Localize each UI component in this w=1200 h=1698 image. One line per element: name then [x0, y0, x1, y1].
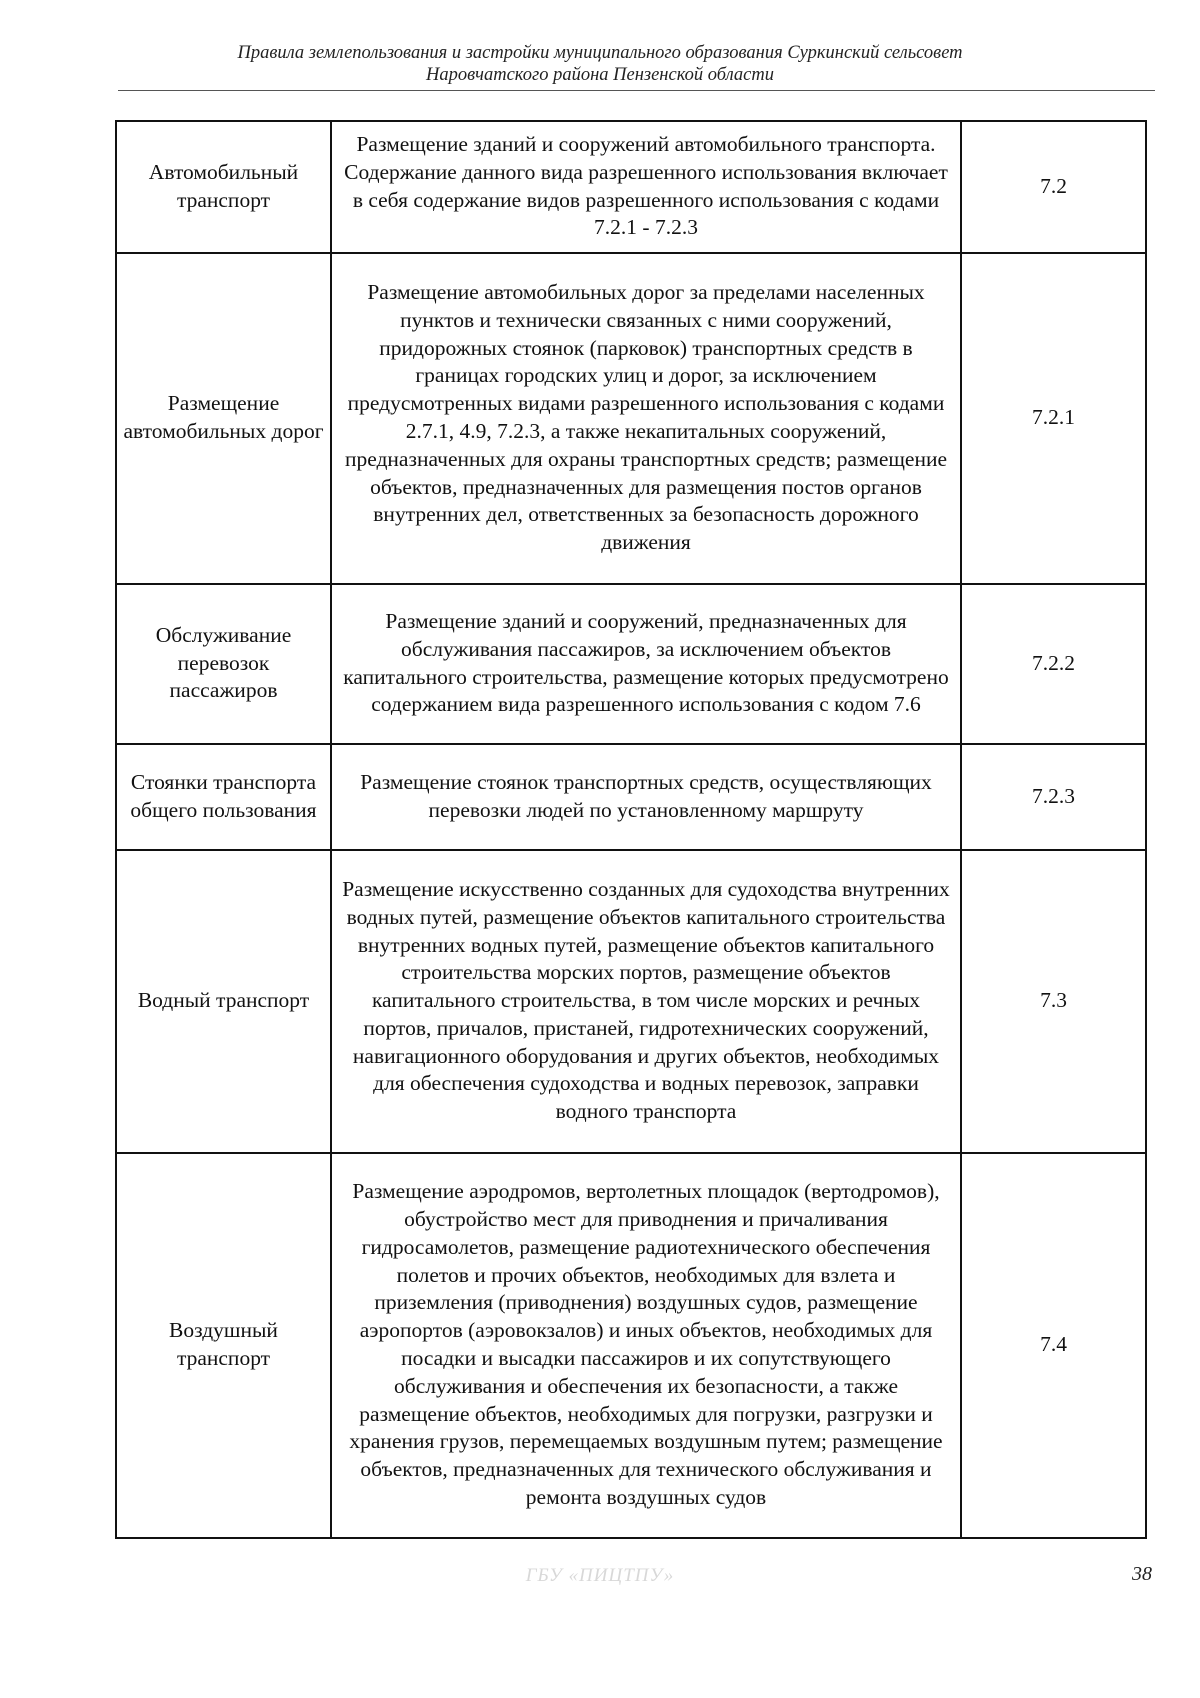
table-row	[116, 850, 1146, 1153]
use-type-code: 7.3	[961, 850, 1146, 1153]
land-use-table	[115, 120, 1147, 1539]
page-number: 38	[1132, 1563, 1152, 1585]
table-row	[116, 1153, 1146, 1538]
use-type-description: Размещение зданий и сооружений, предназначенных для обслуживания пассажиров, за исключением объектов капитального строительства, размещение которых предусмотрено содержанием вида разрешенного использования с кодом 7.6	[331, 584, 961, 744]
use-type-description: Размещение зданий и сооружений автомобильного транспорта. Содержание данного вида разрешенного использования включает в себя содержание видов разрешенного использования с кодами 7.2.1 - 7.2.3	[331, 121, 961, 253]
use-type-name: Обслуживание перевозок пассажиров	[116, 584, 331, 744]
use-type-name: Размещение автомобильных дорог	[116, 253, 331, 584]
use-type-code: 7.2	[961, 121, 1146, 253]
use-type-code: 7.2.3	[961, 744, 1146, 850]
table-row	[116, 584, 1146, 744]
use-type-description: Размещение аэродромов, вертолетных площадок (вертодромов), обустройство мест для приводнения и причаливания гидросамолетов, размещение радиотехнического обеспечения полетов и прочих объектов, необходимых для взлета и приземления (приводнения) воздушных судов, размещение аэропортов (аэровокзалов) и иных объектов, необходимых для посадки и высадки пассажиров и их сопутствующего обслуживания и обеспечения их безопасности, а также размещение объектов, необходимых для погрузки, разгрузки и хранения грузов, перемещаемых воздушным путем; размещение объектов, предназначенных для технического обслуживания и ремонта воздушных судов	[331, 1153, 961, 1538]
use-type-name: Стоянки транспорта общего пользования	[116, 744, 331, 850]
use-type-code: 7.4	[961, 1153, 1146, 1538]
use-type-description: Размещение автомобильных дорог за пределами населенных пунктов и технически связанных с ними сооружений, придорожных стоянок (парковок) транспортных средств в границах городских улиц и дорог, за исключением предусмотренных видами разрешенного использования с кодами 2.7.1, 4.9, 7.2.3, а также некапитальных сооружений, предназначенных для охраны транспортных средств; размещение объектов, предназначенных для размещения постов органов внутренних дел, ответственных за безопасность дорожного движения	[331, 253, 961, 584]
use-type-name: Водный транспорт	[116, 850, 331, 1153]
table-row	[116, 121, 1146, 253]
table-row	[116, 744, 1146, 850]
use-type-code: 7.2.1	[961, 253, 1146, 584]
header-line-2: Наровчатского района Пензенской области	[426, 65, 774, 85]
use-type-name: Автомобильный транспорт	[116, 121, 331, 253]
use-type-description: Размещение искусственно созданных для судоходства внутренних водных путей, размещение объектов капитального строительства внутренних водных путей, размещение объектов капитального строительства морских портов, размещение объектов капитального строительства, в том числе морских и речных портов, причалов, пристаней, гидротехнических сооружений, навигационного оборудования и других объектов, необходимых для обеспечения судоходства и водных перевозок, заправки водного транспорта	[331, 850, 961, 1153]
header-line-1: Правила землепользования и застройки муниципального образования Суркинский сельсовет	[237, 43, 963, 63]
use-type-name: Воздушный транспорт	[116, 1153, 331, 1538]
page-header	[0, 42, 1200, 86]
use-type-code: 7.2.2	[961, 584, 1146, 744]
footer-organization: ГБУ «ПИЦТПУ»	[525, 1565, 675, 1586]
table-row	[116, 253, 1146, 584]
use-type-description: Размещение стоянок транспортных средств, осуществляющих перевозки людей по установленному маршруту	[331, 744, 961, 850]
header-divider	[118, 90, 1155, 91]
